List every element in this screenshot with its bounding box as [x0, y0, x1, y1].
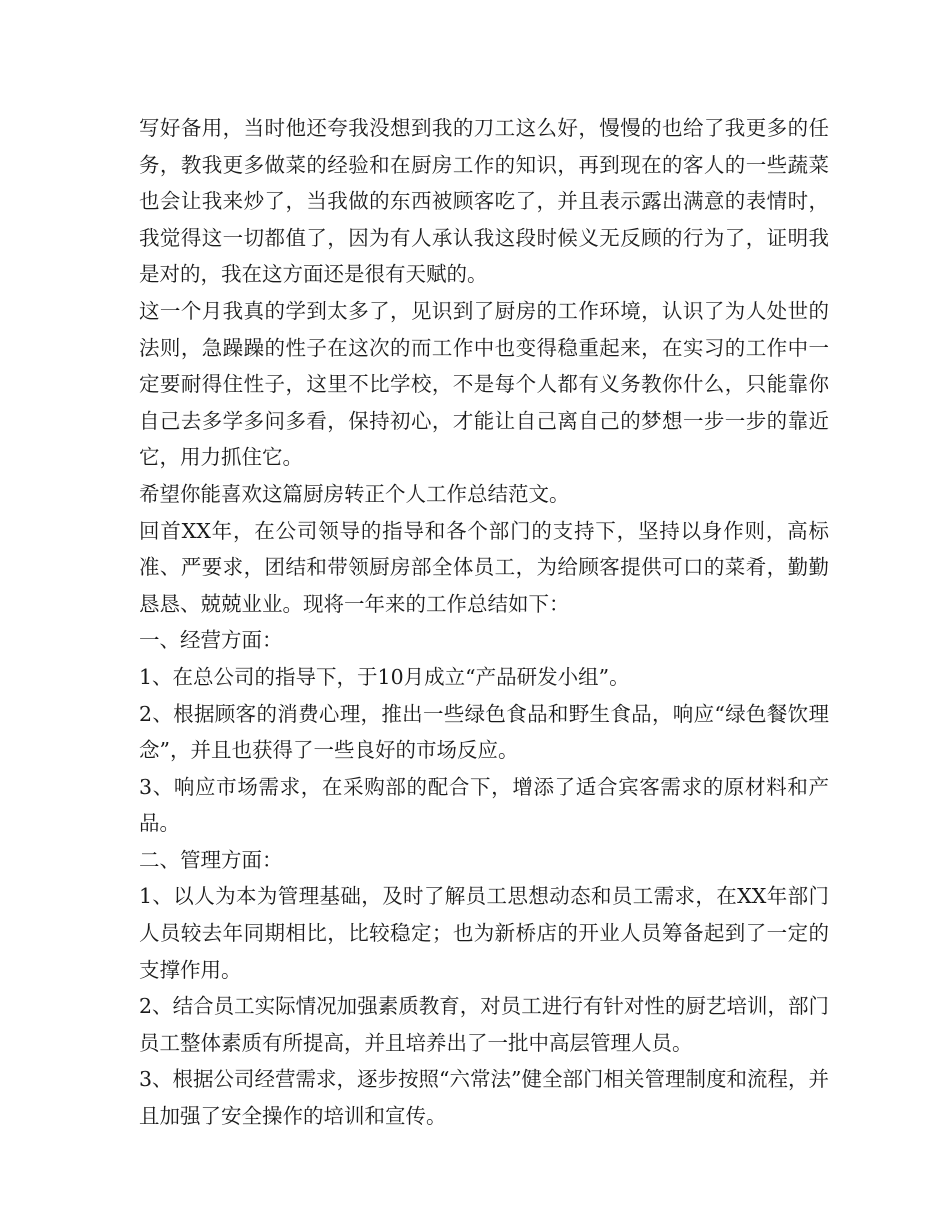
paragraph-operations-3: 3、响应市场需求，在采购部的配合下，增添了适合宾客需求的原材料和产品。 — [139, 774, 829, 836]
paragraph-1: 写好备用，当时他还夸我没想到我的刀工这么好，慢慢的也给了我更多的任务，教我更多做菜的经验和在厨房工作的知识，再到现在的客人的一些蔬菜也会让我来炒了，当我做的东西被顾客吃了，并且表示露出满意的表情时，我觉得这一切都值了，因为有人承认我这段时候义无反顾的行为了，证明我是对的，我在这方面还是很有天赋的。 — [139, 116, 829, 287]
paragraph-operations-2: 2、根据顾客的消费心理，推出一些绿色食品和野生食品，响应“绿色餐饮理念”，并且也获得了一些良好的市场反应。 — [139, 701, 829, 763]
paragraph-2: 这一个月我真的学到太多了，见识到了厨房的工作环境，认识了为人处世的法则，急躁躁的性子在这次的而工作中也变得稳重起来，在实习的工作中一定要耐得住性子，这里不比学校，不是每个人都有义务教你什么，只能靠你自己去多学多问多看，保持初心，才能让自己离自己的梦想一步一步的靠近它，用力抓住它。 — [139, 298, 829, 470]
document-body — [139, 110, 829, 1135]
paragraph-3: 希望你能喜欢这篇厨房转正个人工作总结范文。 — [139, 481, 570, 506]
paragraph-operations-1: 1、在总公司的指导下，于10月成立“产品研发小组”。 — [139, 664, 630, 689]
paragraph-management-3: 3、根据公司经营需求，逐步按照“六常法”健全部门相关管理制度和流程，并且加强了安全操作的培训和宣传。 — [139, 1067, 830, 1129]
paragraph-4: 回首XX年，在公司领导的指导和各个部门的支持下，坚持以身作则，高标准、严要求，团结和带领厨房部全体员工，为给顾客提供可口的菜肴，勤勤恳恳、兢兢业业。现将一年来的工作总结如下： — [139, 518, 829, 616]
paragraph-management-2: 2、结合员工实际情况加强素质教育，对员工进行有针对性的厨艺培训，部门员工整体素质有所提高，并且培养出了一批中高层管理人员。 — [139, 994, 829, 1055]
section-heading-management: 二、管理方面： — [139, 847, 283, 872]
section-heading-operations: 一、经营方面： — [139, 628, 283, 653]
paragraph-management-1: 1、以人为本为管理基础，及时了解员工思想动态和员工需求，在XX年部门人员较去年同期相比，比较稳定；也为新桥店的开业人员筹备起到了一定的支撑作用。 — [139, 884, 829, 982]
